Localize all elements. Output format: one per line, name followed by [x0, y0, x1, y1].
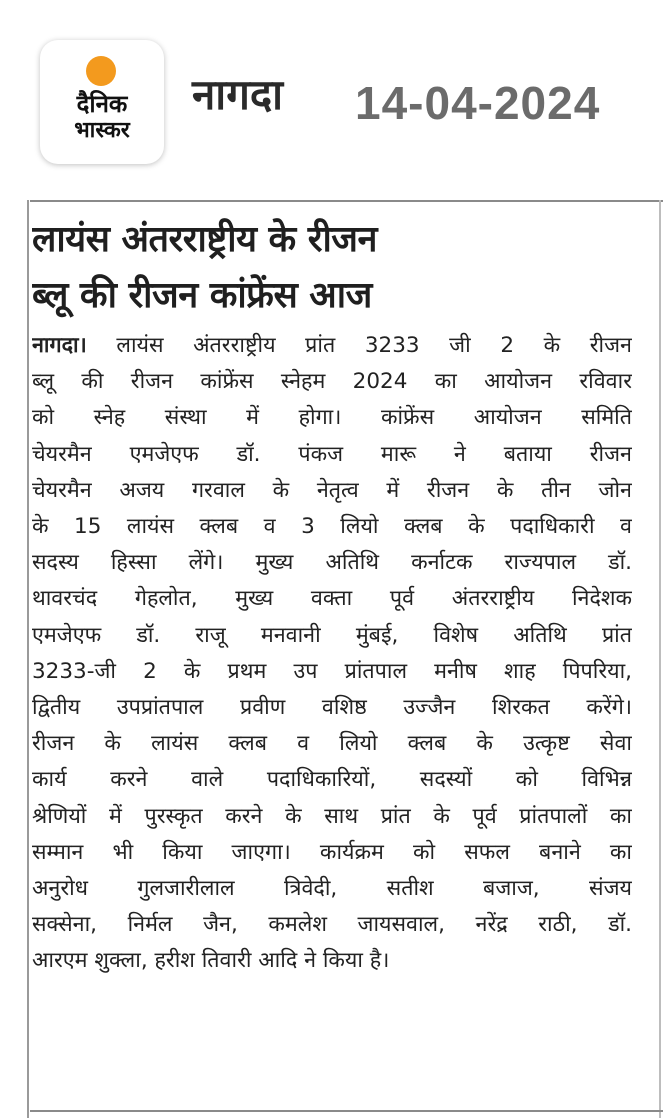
headline-line: ब्लू की रीजन कांफ्रेंस आज	[32, 275, 372, 316]
body-line: एमजेएफ डॉ. राजू मनवानी मुंबई, विशेष अतिथि प्रांत	[32, 622, 632, 648]
body-line: सम्मान भी किया जाएगा। कार्यक्रम को सफल बनाने का	[32, 839, 632, 865]
sun-icon	[86, 56, 116, 86]
clipping-top-border	[30, 200, 663, 202]
body-line: ब्लू की रीजन कांफ्रेंस स्नेहम 2024 का आयोजन रविवार	[32, 369, 632, 395]
body-line: रीजन के लायंस क्लब व लियो क्लब के उत्कृष्ट सेवा	[32, 731, 632, 757]
body-line: कार्य करने वाले पदाधिकारियों, सदस्यों को विभिन्न	[32, 767, 632, 793]
logo-text-line2: भास्कर	[74, 118, 130, 143]
body-line: 3233-जी 2 के प्रथम उप प्रांतपाल मनीष शाह पिपरिया,	[32, 658, 632, 684]
edition-city: नागदा	[192, 70, 284, 119]
dainik-bhaskar-logo[interactable]	[40, 40, 164, 164]
body-line: को स्नेह संस्था में होगा। कांफ्रेंस आयोजन समिति	[32, 405, 632, 431]
article-dateline: नागदा।	[32, 333, 87, 358]
logo-text-line1: दैनिक	[76, 90, 128, 118]
body-line: श्रेणियों में पुरस्कृत करने के साथ प्रांत के पूर्व प्रांतपालों का	[32, 803, 632, 829]
article-headline	[32, 212, 632, 324]
clipping-right-border	[659, 200, 661, 1118]
body-line-text: लायंस अंतरराष्ट्रीय प्रांत 3233 जी 2 के रीजन	[86, 333, 632, 358]
body-line: सदस्य हिस्सा लेंगे। मुख्य अतिथि कर्नाटक राज्यपाल डॉ.	[32, 550, 632, 576]
app-header	[0, 0, 663, 200]
body-line: अनुरोध गुलजारीलाल त्रिवेदी, सतीश बजाज, संजय	[32, 876, 632, 902]
body-line: चेयरमैन अजय गरवाल के नेतृत्व में रीजन के तीन जोन	[32, 477, 632, 503]
article-body	[32, 328, 632, 980]
body-line: आरएम शुक्ला, हरीश तिवारी आदि ने किया है।	[32, 948, 390, 974]
body-line: द्वितीय उपप्रांतपाल प्रवीण वशिष्ठ उज्जैन शिरकत करेंगे।	[32, 695, 632, 721]
body-line: के 15 लायंस क्लब व 3 लियो क्लब के पदाधिकारी व	[32, 514, 632, 540]
clipping-left-border	[27, 200, 29, 1118]
clipping-bottom-border	[30, 1110, 663, 1112]
edition-date: 14-04-2024	[355, 77, 601, 129]
body-line	[32, 328, 632, 364]
headline-line: लायंस अंतरराष्ट्रीय के रीजन	[32, 219, 377, 260]
body-line: थावरचंद गेहलोत, मुख्य वक्ता पूर्व अंतरराष्ट्रीय निदेशक	[32, 586, 632, 612]
news-clipping	[32, 212, 632, 1106]
body-line: सक्सेना, निर्मल जैन, कमलेश जायसवाल, नरेंद्र राठी, डॉ.	[32, 912, 632, 938]
body-line: चेयरमैन एमजेएफ डॉ. पंकज मारू ने बताया रीजन	[32, 441, 632, 467]
